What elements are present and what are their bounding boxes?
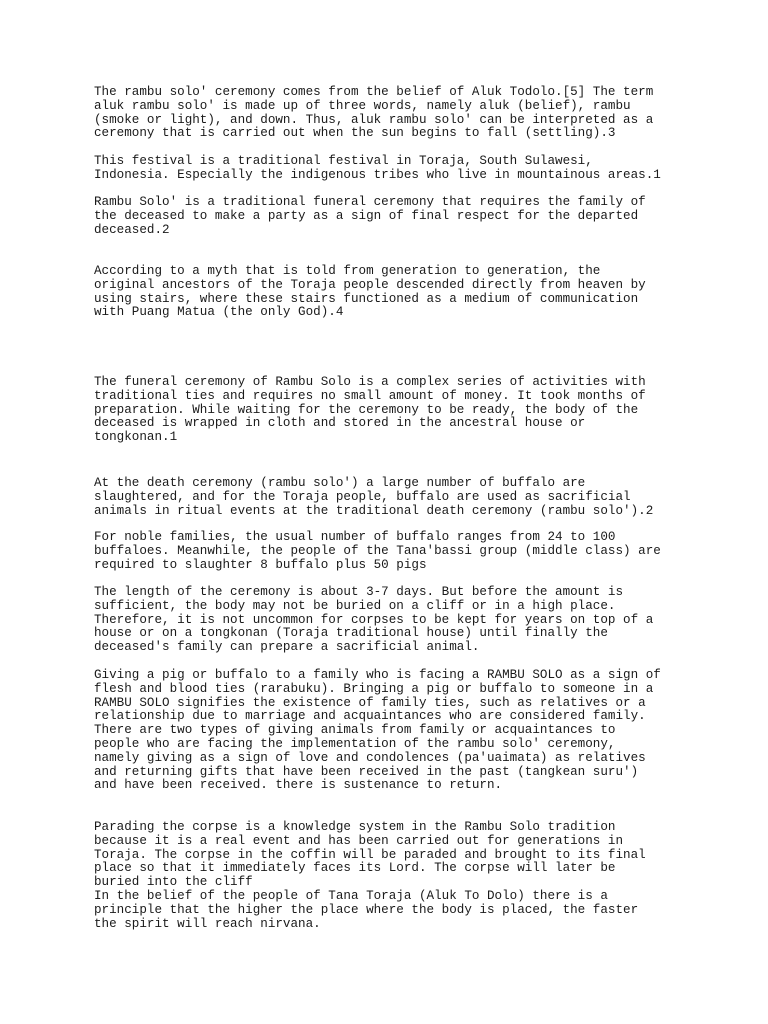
paragraph-funeral-definition: Rambu Solo' is a traditional funeral ceremony that requires the family of the deceased to make a party as a sign of final respect for the departed deceased.2 bbox=[94, 195, 646, 237]
paragraph-buffalo-sacrifice: At the death ceremony (rambu solo') a large number of buffalo are slaughtered, and for the Toraja people, buffalo are used as sacrificial animals in ritual events at the traditional death ceremony (rambu solo').2 bbox=[94, 476, 654, 518]
paragraph-festival-location: This festival is a traditional festival in Toraja, South Sulawesi, Indonesia. Especially the indigenous tribes who live in mountainous areas.1 bbox=[94, 154, 661, 182]
paragraph-parading-corpse: Parading the corpse is a knowledge system in the Rambu Solo tradition because it is a real event and has been carried out for generations in Toraja. The corpse in the coffin will be paraded and brought to its final place so that it immediately faces its Lord. The corpse will later be buried into the cliff In the belief of the people of Tana Toraja (Aluk To Dolo) there is a principle that the higher the place where the body is placed, the faster the spirit will reach nirvana. bbox=[94, 820, 646, 931]
paragraph-aluk-todolo-origin: The rambu solo' ceremony comes from the belief of Aluk Todolo.[5] The term aluk rambu solo' is made up of three words, namely aluk (belief), rambu (smoke or light), and down. Thus, aluk rambu solo' can be interpreted as a ceremony that is carried out when the sun begins to fall (settling).3 bbox=[94, 85, 654, 141]
paragraph-ceremony-length: The length of the ceremony is about 3-7 days. But before the amount is sufficient, the body may not be buried on a cliff or in a high place. Therefore, it is not uncommon for corpses to be kept for years on top of a house or on a tongkonan (Toraja traditional house) until finally the deceased's family can prepare a sacrificial animal. bbox=[94, 585, 654, 655]
paragraph-giving-animals: Giving a pig or buffalo to a family who is facing a RAMBU SOLO as a sign of flesh and blood ties (rarabuku). Bringing a pig or buffalo to someone in a RAMBU SOLO signifies the existence of family ties, such as relatives or a relationship due to marriage and acquaintances who are considered family. There are two types of giving animals from family or acquaintances to people who are facing the implementation of the rambu solo' ceremony, namely giving as a sign of love and condolences (pa'uaimata) as relatives and returning gifts that have been received in the past (tangkean suru') and have been received. there is sustenance to return. bbox=[94, 668, 661, 793]
paragraph-noble-families: For noble families, the usual number of buffalo ranges from 24 to 100 buffaloes. Meanwhile, the people of the Tana'bassi group (middle class) are required to slaughter 8 buffalo plus 50 pigs bbox=[94, 530, 661, 572]
paragraph-myth-ancestors: According to a myth that is told from generation to generation, the original ancestors of the Toraja people descended directly from heaven by using stairs, where these stairs functioned as a medium of communication with Puang Matua (the only God).4 bbox=[94, 264, 646, 320]
paragraph-ceremony-complexity: The funeral ceremony of Rambu Solo is a complex series of activities with traditional ties and requires no small amount of money. It took months of preparation. While waiting for the ceremony to be ready, the body of the deceased is wrapped in cloth and stored in the ancestral house or tongkonan.1 bbox=[94, 375, 646, 445]
